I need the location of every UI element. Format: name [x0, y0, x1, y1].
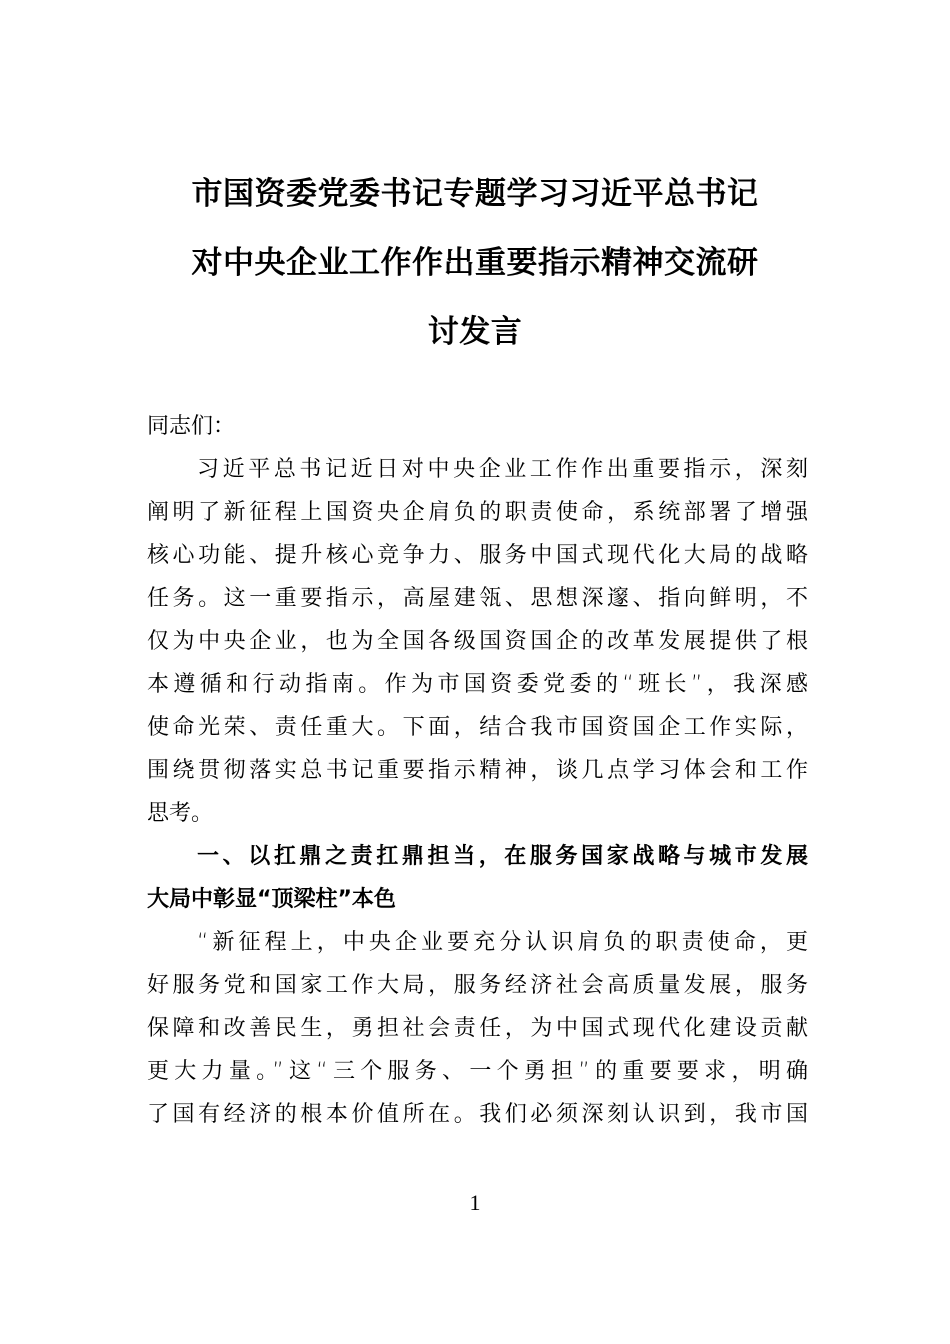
- paragraph-intro: [147, 453, 808, 840]
- text-line: 仅为中央企业，也为全国各级国资国企的改革发展提供了根: [147, 629, 808, 654]
- title-line: 讨发言: [427, 314, 523, 350]
- section-heading-1: [147, 840, 808, 926]
- text-line: 更大力量。”这“三个服务、一个勇担”的重要要求，明确: [147, 1059, 808, 1084]
- title-line: 对中央企业工作作出重要指示精神交流研: [191, 245, 759, 281]
- title-line: 市国资委党委书记专题学习习近平总书记: [191, 176, 759, 212]
- salutation: 同志们：: [147, 414, 236, 439]
- text-line: 任务。这一重要指示，高屋建瓴、思想深邃、指向鲜明，不: [147, 586, 808, 611]
- document-title: [140, 168, 810, 375]
- text-line: 围绕贯彻落实总书记重要指示精神，谈几点学习体会和工作: [147, 758, 808, 783]
- text-line: 阐明了新征程上国资央企肩负的职责使命，系统部署了增强: [147, 500, 808, 525]
- text-line: 了国有经济的根本价值所在。我们必须深刻认识到，我市国: [147, 1102, 808, 1127]
- text-line: 本遵循和行动指南。作为市国资委党委的“班长”，我深感: [147, 672, 808, 697]
- heading-line: 一、以扛鼎之责扛鼎担当，在服务国家战略与城市发展: [197, 844, 808, 869]
- text-line: 习近平总书记近日对中央企业工作作出重要指示，深刻: [197, 457, 808, 482]
- text-line: 保障和改善民生，勇担社会责任，为中国式现代化建设贡献: [147, 1016, 808, 1041]
- page-number: 1: [469, 1190, 481, 1215]
- text-line: “新征程上，中央企业要充分认识肩负的职责使命，更: [197, 930, 808, 955]
- text-line: 使命光荣、责任重大。下面，结合我市国资国企工作实际，: [147, 715, 808, 740]
- heading-line: 大局中彰显“顶梁柱”本色: [147, 887, 396, 912]
- paragraph-section-1: [147, 926, 808, 1141]
- text-line: 思考。: [147, 801, 214, 826]
- text-line: 核心功能、提升核心竞争力、服务中国式现代化大局的战略: [147, 543, 808, 568]
- document-body: [147, 410, 808, 1141]
- text-line: 好服务党和国家工作大局，服务经济社会高质量发展，服务: [147, 973, 808, 998]
